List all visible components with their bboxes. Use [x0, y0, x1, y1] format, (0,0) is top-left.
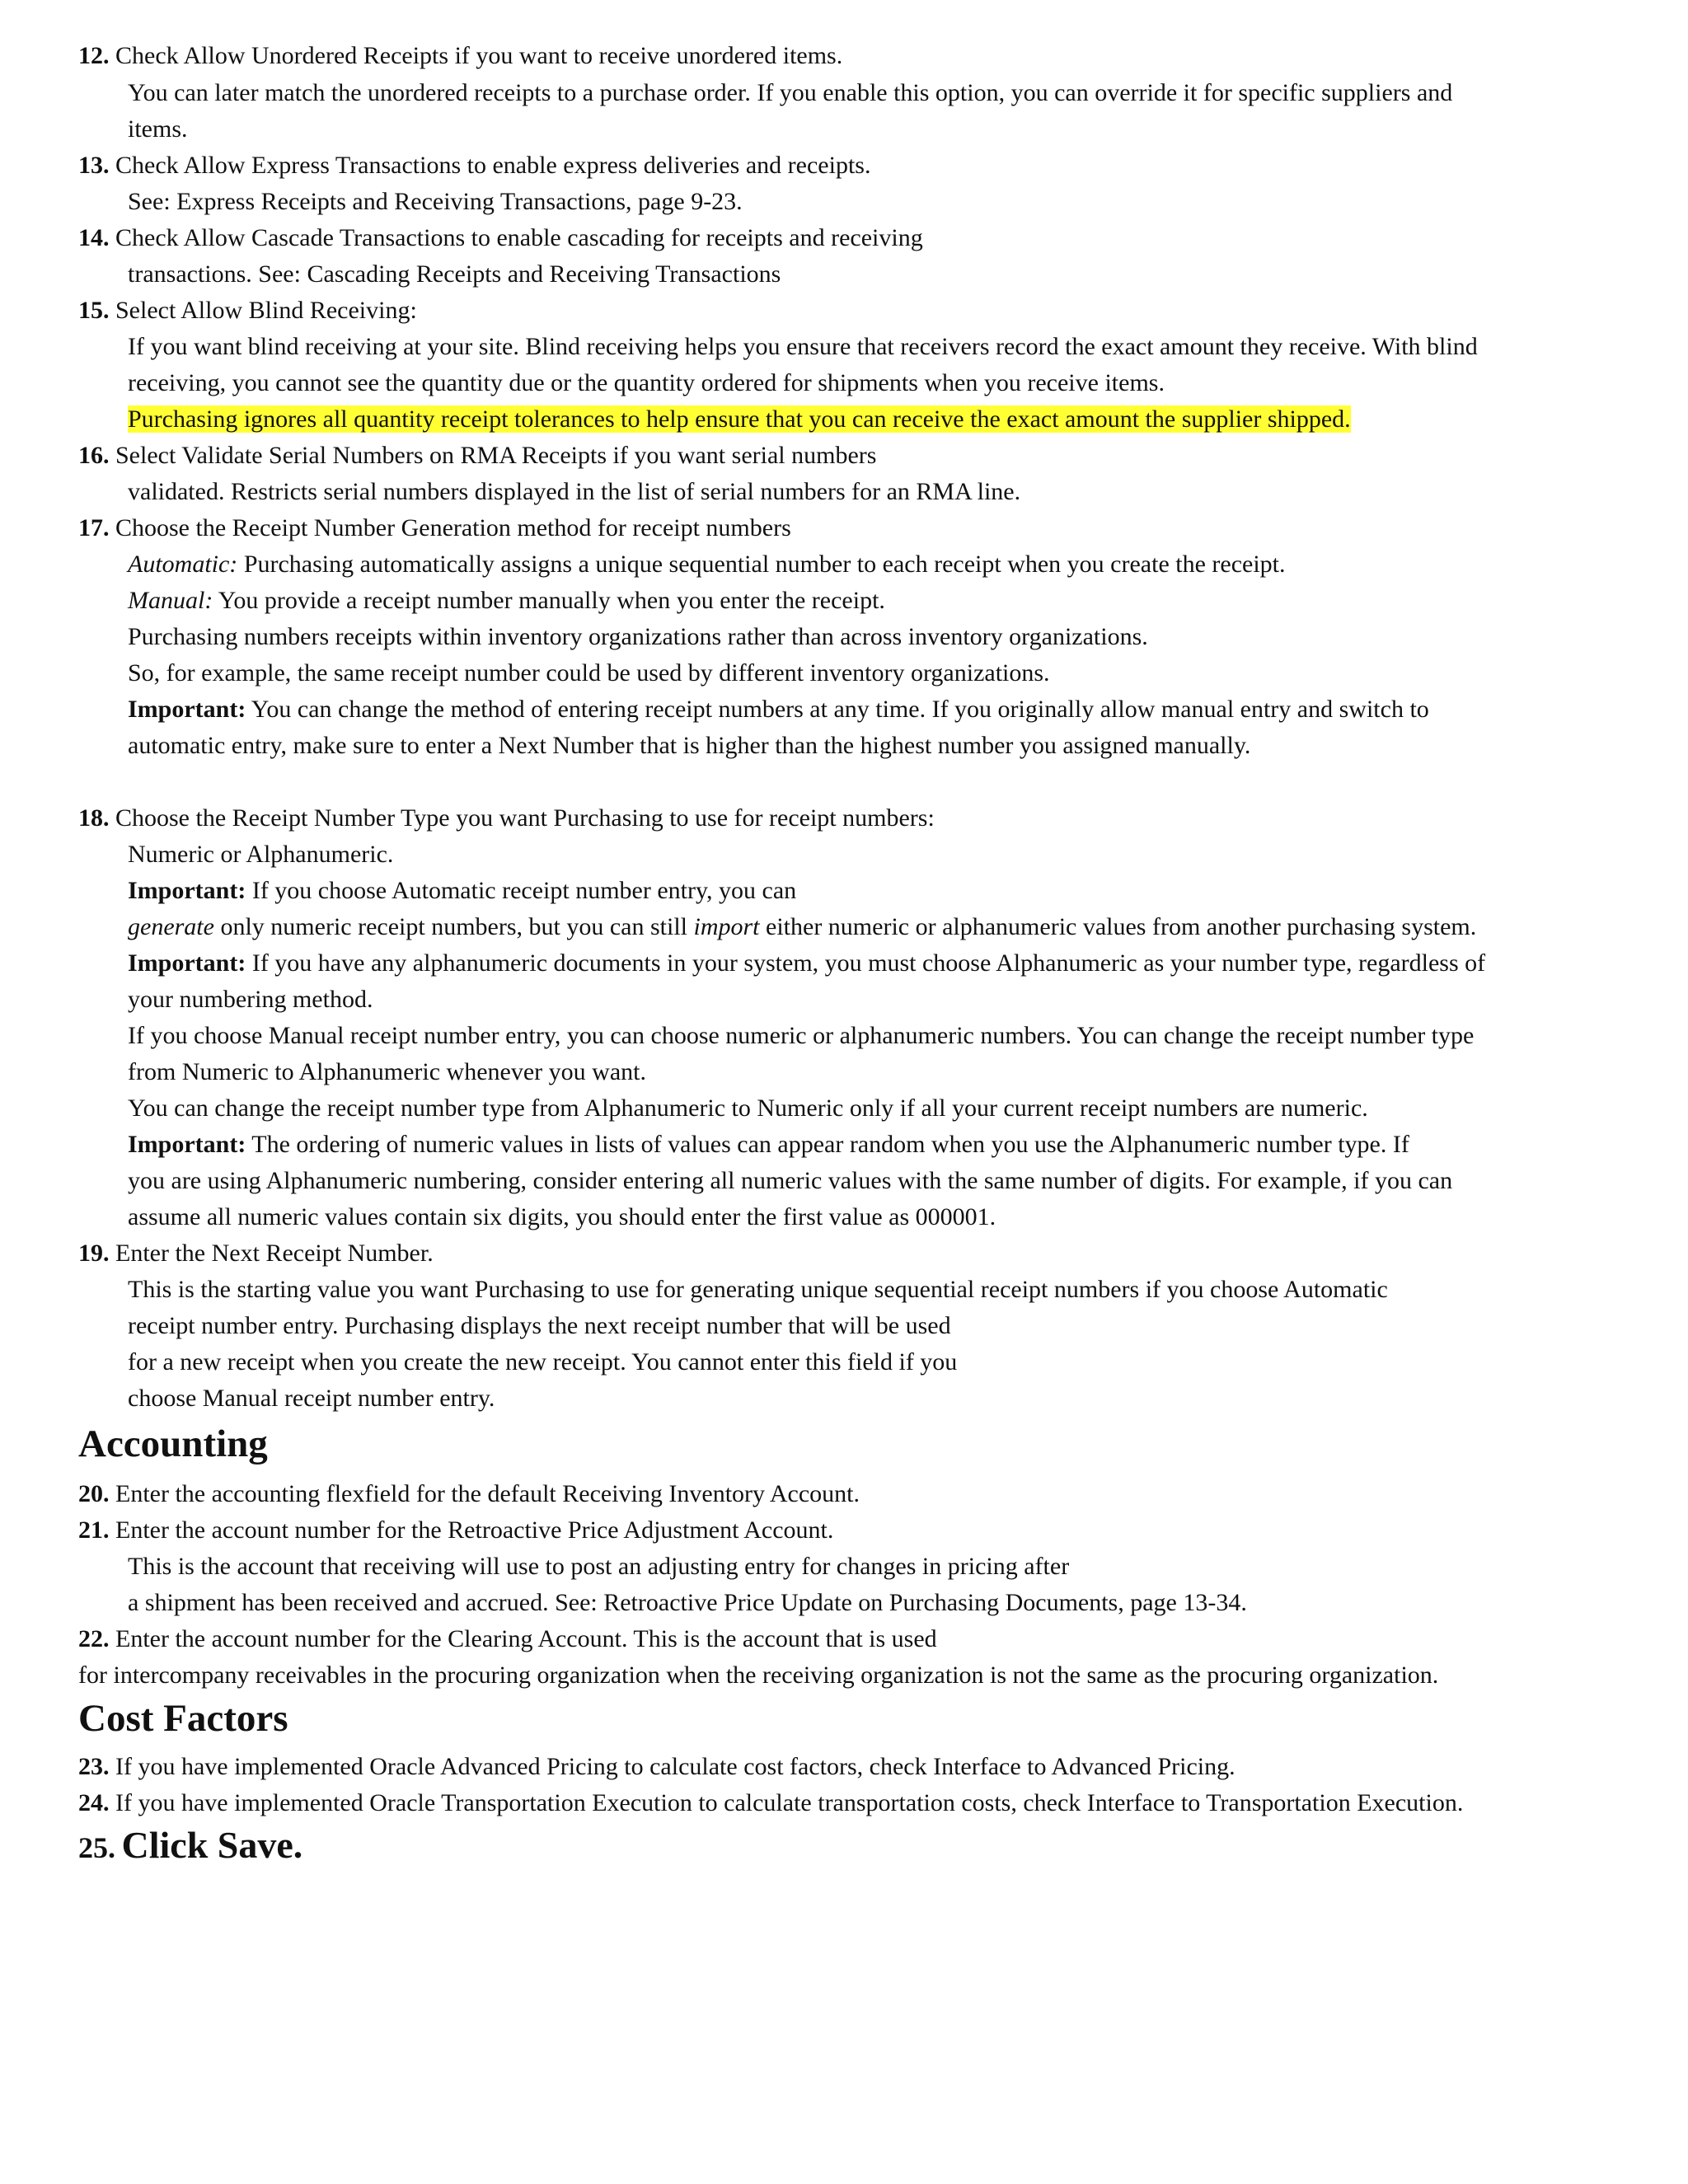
step-17-important-2: automatic entry, make sure to enter a Next Number that is higher than the highest number you assigned manually. — [128, 732, 1251, 759]
step-24 — [78, 1788, 1463, 1818]
step-number: 23. — [78, 1753, 110, 1780]
important-label: Important: — [128, 1131, 246, 1158]
step-text: Enter the account number for the Clearing Account. This is the account that is used — [115, 1625, 937, 1652]
step-19 — [78, 1239, 434, 1268]
step-13-detail-1: See: Express Receipts and Receiving Transactions, page 9-23. — [128, 188, 743, 215]
step-18-important-1 — [128, 876, 796, 906]
important-text: The ordering of numeric values in lists of values can appear random when you use the Alphanumeric number type. If — [246, 1131, 1409, 1158]
highlighted-text: Purchasing ignores all quantity receipt tolerances to help ensure that you can receive the exact amount the supplier shipped. — [128, 405, 1351, 433]
step-number: 15. — [78, 297, 110, 324]
step-text: Select Validate Serial Numbers on RMA Receipts if you want serial numbers — [115, 442, 877, 469]
import-word: import — [693, 913, 760, 940]
step-number: 25. — [78, 1831, 115, 1864]
step-number: 14. — [78, 224, 110, 251]
step-16 — [78, 441, 876, 471]
important-text: If you choose Automatic receipt number entry, you can — [246, 877, 797, 904]
step-18-detail-1: Numeric or Alphanumeric. — [128, 841, 394, 868]
step-18-important-3-cont: you are using Alphanumeric numbering, consider entering all numeric values with the same number of digits. For example, if you can — [128, 1167, 1453, 1194]
step-text: Enter the Next Receipt Number. — [115, 1240, 434, 1267]
step-18 — [78, 804, 935, 833]
step-21-detail-2: a shipment has been received and accrued. See: Retroactive Price Update on Purchasing Documents, page 13-34. — [128, 1589, 1247, 1616]
step-number: 24. — [78, 1789, 110, 1816]
step-text: Enter the accounting flexfield for the default Receiving Inventory Account. — [115, 1480, 860, 1507]
step-text: Choose the Receipt Number Generation method for receipt numbers — [115, 514, 791, 541]
step-17-important — [128, 695, 1429, 724]
step-16-detail-1: validated. Restricts serial numbers displayed in the list of serial numbers for an RMA line. — [128, 478, 1021, 505]
step-number: 21. — [78, 1516, 110, 1544]
step-text: Enter the account number for the Retroactive Price Adjustment Account. — [115, 1516, 834, 1544]
step-18-important-3-cont-2: assume all numeric values contain six digits, you should enter the first value as 000001. — [128, 1203, 996, 1230]
step-text: If you have implemented Oracle Advanced Pricing to calculate cost factors, check Interface to Advanced Pricing. — [115, 1753, 1236, 1780]
step-number: 12. — [78, 42, 110, 69]
step-20 — [78, 1479, 860, 1509]
step-text: Select Allow Blind Receiving: — [115, 297, 417, 324]
important-text: If you have any alphanumeric documents in your system, you must choose Alphanumeric as your number type, regardless of — [246, 949, 1486, 977]
step-15 — [78, 296, 417, 326]
manual-label: Manual: — [128, 587, 213, 614]
step-21 — [78, 1516, 833, 1545]
step-number: 13. — [78, 152, 110, 179]
step-14-detail-1: transactions. See: Cascading Receipts and Receiving Transactions — [128, 260, 781, 288]
step-18-important-2 — [128, 949, 1485, 978]
step-number: 22. — [78, 1625, 110, 1652]
generate-end: either numeric or alphanumeric values from another purchasing system. — [759, 913, 1477, 940]
cost-factors-heading: Cost Factors — [78, 1697, 288, 1740]
manual-text: You provide a receipt number manually when you enter the receipt. — [213, 587, 885, 614]
important-text: You can change the method of entering receipt numbers at any time. If you originally allow manual entry and switch to — [246, 696, 1429, 723]
step-19-detail-2: receipt number entry. Purchasing displays the next receipt number that will be used — [128, 1312, 951, 1339]
step-number: 18. — [78, 804, 110, 832]
step-12 — [78, 41, 842, 71]
step-17 — [78, 513, 791, 543]
step-15-highlighted-note — [128, 405, 1351, 434]
step-15-detail-1: If you want blind receiving at your site. Blind receiving helps you ensure that receivers record the exact amount they receive. With blind — [128, 333, 1478, 360]
step-13 — [78, 151, 870, 180]
step-17-detail-4: So, for example, the same receipt number could be used by different inventory organizations. — [128, 659, 1050, 687]
automatic-text: Purchasing automatically assigns a unique sequential number to each receipt when you create the receipt. — [237, 551, 1286, 578]
step-17-manual — [128, 586, 885, 616]
step-12-detail-2: items. — [128, 115, 188, 143]
step-17-detail-3: Purchasing numbers receipts within inventory organizations rather than across inventory organizations. — [128, 623, 1148, 650]
step-19-detail-3: for a new receipt when you create the new receipt. You cannot enter this field if you — [128, 1348, 958, 1376]
step-17-automatic — [128, 550, 1286, 579]
step-18-detail-6: from Numeric to Alphanumeric whenever you want. — [128, 1058, 646, 1085]
automatic-label: Automatic: — [128, 551, 238, 578]
generate-word: generate — [128, 913, 214, 940]
step-text: If you have implemented Oracle Transportation Execution to calculate transportation costs, check Interface to Transportation Execution. — [115, 1789, 1464, 1816]
step-19-detail-1: This is the starting value you want Purchasing to use for generating unique sequential receipt numbers if you choose Automatic — [128, 1276, 1388, 1303]
step-number: 19. — [78, 1240, 110, 1267]
step-22 — [78, 1624, 937, 1654]
accounting-heading: Accounting — [78, 1422, 268, 1465]
step-21-detail-1: This is the account that receiving will use to post an adjusting entry for changes in pricing after — [128, 1553, 1070, 1580]
important-label: Important: — [128, 877, 246, 904]
important-label: Important: — [128, 696, 246, 723]
step-18-important-2-cont: your numbering method. — [128, 986, 373, 1013]
step-18-detail-5: If you choose Manual receipt number entry, you can choose numeric or alphanumeric numbers. You can change the receipt number type — [128, 1022, 1475, 1049]
step-text: Click Save. — [121, 1824, 303, 1866]
step-12-detail-1: You can later match the unordered receipts to a purchase order. If you enable this option, you can override it for specific suppliers and — [128, 79, 1453, 106]
step-18-detail-7: You can change the receipt number type from Alphanumeric to Numeric only if all your current receipt numbers are numeric. — [128, 1094, 1368, 1122]
step-22-detail-1: for intercompany receivables in the procuring organization when the receiving organization is not the same as the procuring organization. — [78, 1661, 1439, 1689]
step-text: Check Allow Express Transactions to enable express deliveries and receipts. — [115, 152, 871, 179]
important-label: Important: — [128, 949, 246, 977]
step-number: 20. — [78, 1480, 110, 1507]
step-14 — [78, 223, 923, 253]
step-18-generate-line — [128, 912, 1476, 942]
generate-mid: only numeric receipt numbers, but you can still — [213, 913, 694, 940]
step-25 — [78, 1823, 302, 1868]
step-23 — [78, 1752, 1236, 1782]
step-text: Choose the Receipt Number Type you want Purchasing to use for receipt numbers: — [115, 804, 935, 832]
step-19-detail-4: choose Manual receipt number entry. — [128, 1385, 495, 1412]
step-15-detail-2: receiving, you cannot see the quantity due or the quantity ordered for shipments when you receive items. — [128, 369, 1165, 396]
step-text: Check Allow Unordered Receipts if you want to receive unordered items. — [115, 42, 843, 69]
step-number: 16. — [78, 442, 110, 469]
step-number: 17. — [78, 514, 110, 541]
step-text: Check Allow Cascade Transactions to enable cascading for receipts and receiving — [115, 224, 923, 251]
step-18-important-3 — [128, 1130, 1409, 1160]
